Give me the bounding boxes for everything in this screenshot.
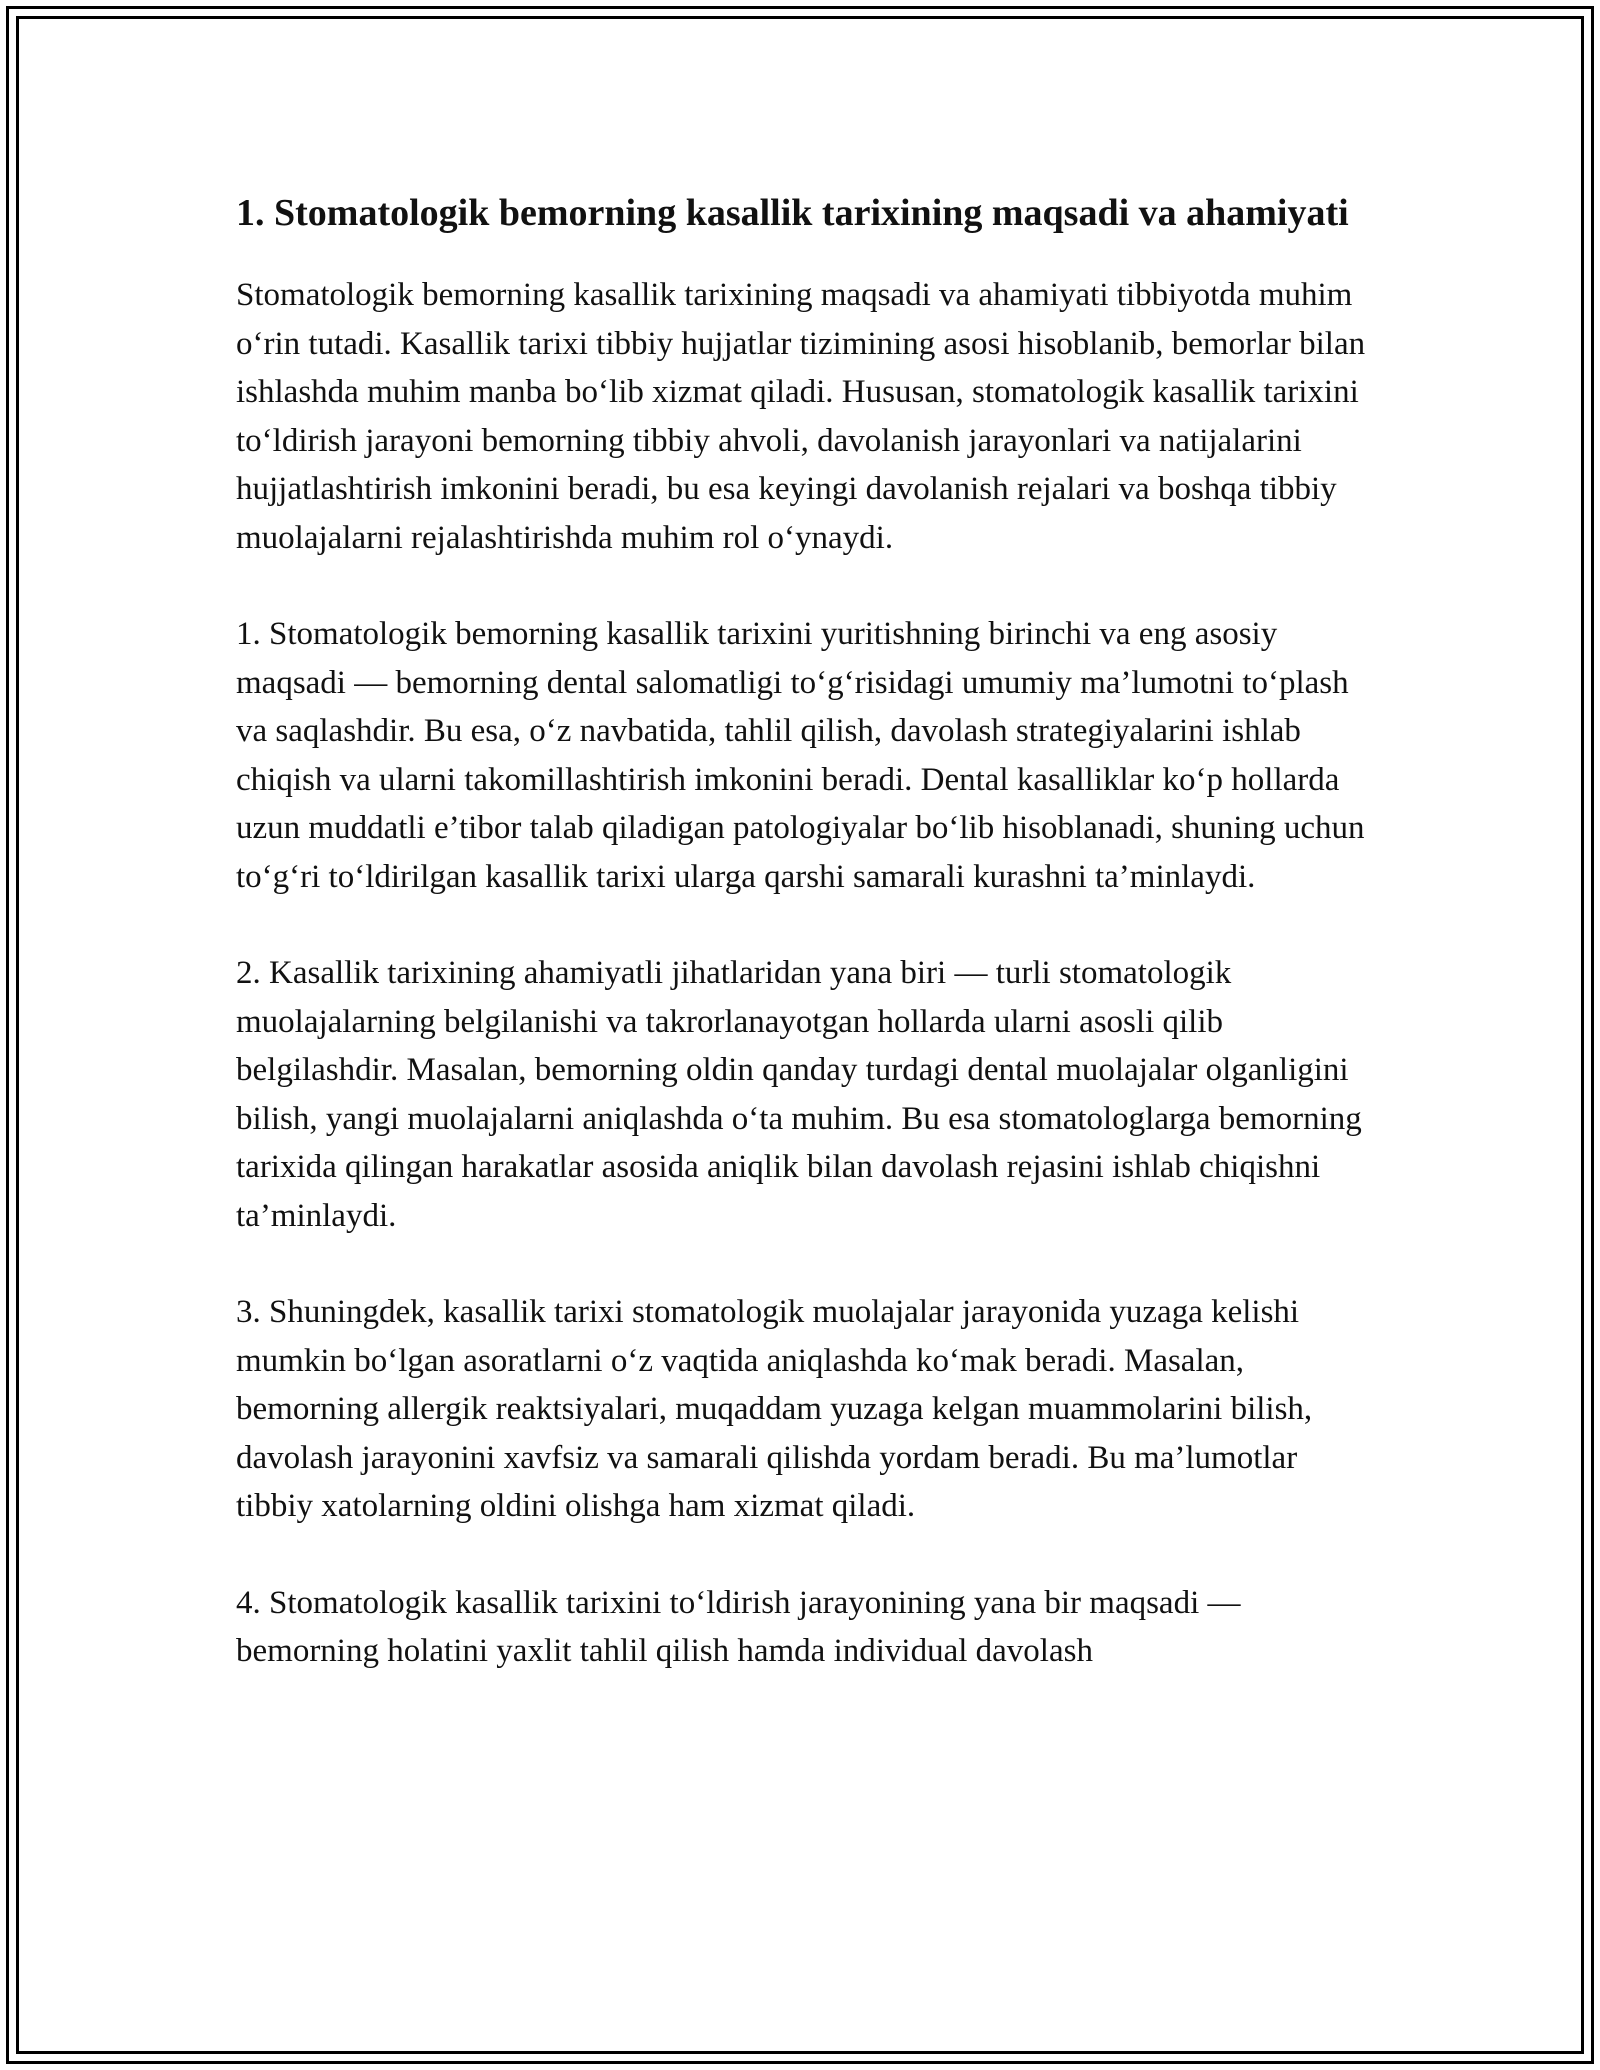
- list-item-3-paragraph: 3. Shuningdek, kasallik tarixi stomatologik muolajalar jarayonida yuzaga kelishi mumkin bo‘lgan asoratlarni o‘z vaqtida aniqlashda ko‘mak beradi. Masalan, bemorning allergik reaktsiyalari, muqaddam yuzaga kelgan muammolarini bilish, davolash jarayonini xavfsiz va samarali qilishda yordam beradi. Bu ma’lumotlar tibbiy xatolarning oldini olishga ham xizmat qiladi.: [236, 1294, 1313, 1524]
- list-item-4-paragraph: 4. Stomatologik kasallik tarixini to‘ldirish jarayonining yana bir maqsadi — bemorning holatini yaxlit tahlil qilish hamda individual davolash: [236, 1584, 1241, 1669]
- list-item-1-paragraph: 1. Stomatologik bemorning kasallik tarixini yuritishning birinchi va eng asosiy maqsadi — bemorning dental salomatligi to‘g‘risidagi umumiy ma’lumotni to‘plash va saqlashdir. Bu esa, o‘z navbatida, tahlil qilish, davolash strategiyalarini ishlab chiqish va ularni takomillashtirish imkonini beradi. Dental kasalliklar ko‘p hollarda uzun muddatli e’tibor talab qiladigan patologiyalar bo‘lib hisoblanadi, shuning uchun to‘g‘ri to‘ldirilgan kasallik tarixi ularga qarshi samarali kurashni ta’minlaydi.: [236, 616, 1365, 895]
- intro-paragraph: Stomatologik bemorning kasallik tarixining maqsadi va ahamiyati tibbiyotda muhim o‘rin tutadi. Kasallik tarixi tibbiy hujjatlar tizimining asosi hisoblanib, bemorlar bilan ishlashda muhim manba bo‘lib xizmat qiladi. Hususan, stomatologik kasallik tarixini to‘ldirish jarayoni bemorning tibbiy ahvoli, davolanish jarayonlari va natijalarini hujjatlashtirish imkonini beradi, bu esa keyingi davolanish rejalari va boshqa tibbiy muolajalarni rejalashtirishda muhim rol o‘ynaydi.: [236, 277, 1366, 556]
- section-heading: 1. Stomatologik bemorning kasallik tarixining maqsadi va ahamiyati: [236, 192, 1349, 234]
- document-body: [236, 186, 1368, 1724]
- list-item-2-paragraph: 2. Kasallik tarixining ahamiyatli jihatlaridan yana biri — turli stomatologik muolajalarning belgilanishi va takrorlanayotgan hollarda ularni asosli qilib belgilashdir. Masalan, bemorning oldin qanday turdagi dental muolajalar olganligini bilish, yangi muolajalarni aniqlashda o‘ta muhim. Bu esa stomatologlarga bemorning tarixida qilingan harakatlar asosida aniqlik bilan davolash rejasini ishlab chiqishni ta’minlaydi.: [236, 955, 1362, 1234]
